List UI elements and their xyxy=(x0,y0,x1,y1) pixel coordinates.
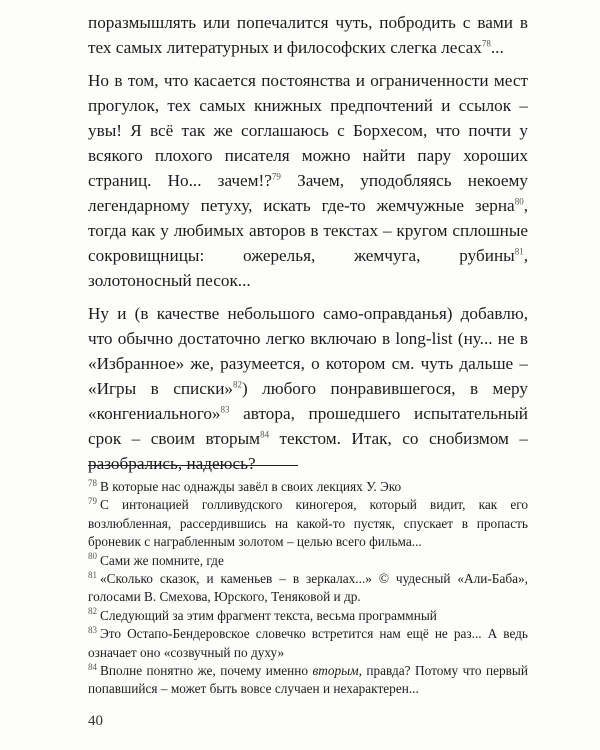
footnote-text: , правда? Потому что первый попавшийся – может быть вовсе случаен и нехарактерен... xyxy=(88,663,528,697)
footnote-text: В которые нас однажды завёл в своих лекциях У. Эко xyxy=(100,479,402,494)
text-span: автора, прошедшего испытательный срок – своим вторым xyxy=(88,404,528,448)
footnote-text: Следующий за этим фрагмент текста, весьма программный xyxy=(100,607,437,623)
text-span: поразмышлять или попечалится чуть, побродить с вами в тех самых литературных и философских слегка лесах xyxy=(88,13,528,57)
text-span: текстом. Итак, со снобизмом – разобрались, надеюсь? xyxy=(88,429,528,473)
footnote-text: С интонацией голливудского киногероя, который видит, как его возлюбленная, рассердившись на какой-то пустяк, спускает в пропасть броневик с награбленным золотом – целью всего фильма... xyxy=(88,497,528,550)
body-text xyxy=(88,10,528,476)
text-span: Ну и (в качестве небольшого само-оправданья) добавлю, что обычно достаточно легко включаю в long-list (ну... не в «Избранное» же, разумеется, о котором см. чуть дальше – «Игры в списки» xyxy=(88,304,528,398)
footnote xyxy=(88,570,528,607)
footnote xyxy=(88,552,528,570)
text-span: ... xyxy=(490,38,504,57)
paragraph xyxy=(88,68,528,293)
text-span: , золотоносный песок... xyxy=(88,246,528,290)
footnote-ref[interactable]: 80 xyxy=(514,196,524,207)
footnote xyxy=(88,625,528,662)
main-text xyxy=(88,10,528,484)
footnote xyxy=(88,478,528,496)
footnote-ref[interactable]: 82 xyxy=(232,379,242,390)
footnotes xyxy=(88,478,528,699)
page-number: 40 xyxy=(88,713,103,729)
footnote-ref[interactable]: 78 xyxy=(481,38,491,49)
paragraph xyxy=(88,301,528,476)
footnote xyxy=(88,662,528,699)
paragraph xyxy=(88,10,528,60)
footnote-ref[interactable]: 84 xyxy=(260,429,270,440)
footnote-ref[interactable]: 81 xyxy=(514,246,524,257)
footnote-text: «Сколько сказок, и каменьев – в зеркалах...» © чудесный «Али-Баба», голосами В. Смехова, Юрского, Теняковой и др. xyxy=(88,571,528,605)
footnote xyxy=(88,496,528,551)
footnote-number: 83 xyxy=(88,624,97,635)
footnote-number: 78 xyxy=(88,477,97,488)
text-span: ) любого понравившегося, в меру «конгениального» xyxy=(88,379,528,423)
footnote xyxy=(88,607,528,625)
footnote-text: Сами же помните, где xyxy=(100,552,224,568)
footnote-emphasis: вторым xyxy=(312,663,359,679)
footnote-number: 79 xyxy=(88,495,97,506)
text-span: Но в том, что касается постоянства и ограниченности мест прогулок, тех самых книжных предпочтений и ссылок – увы! Я всё так же соглашаюсь с Борхесом, что почти у всякого плохого писателя можно найти пару хороших страниц. Но... зачем!? xyxy=(88,71,528,190)
footnote-text: Это Остапо-Бендеровское словечко встретится нам ещё не раз... А ведь означает оно «созвучный по духу» xyxy=(88,626,528,660)
footnote-text: Вполне понятно же, почему именно xyxy=(100,663,313,679)
footnote-number: 81 xyxy=(88,569,97,580)
footnote-ref[interactable]: 83 xyxy=(220,404,230,415)
footnote-number: 80 xyxy=(88,551,97,562)
footnote-ref[interactable]: 79 xyxy=(271,171,281,182)
text-span: Зачем, уподобляясь некоему легендарному петуху, искать где-то жемчужные зерна xyxy=(88,171,529,215)
footnote-number: 84 xyxy=(88,661,97,672)
footnote-number: 82 xyxy=(88,606,97,617)
text-span: , тогда как у любимых авторов в текстах – кругом сплошные сокровищницы: ожерелья, жемчуга, рубины xyxy=(88,196,528,265)
footnote-separator xyxy=(88,465,298,466)
